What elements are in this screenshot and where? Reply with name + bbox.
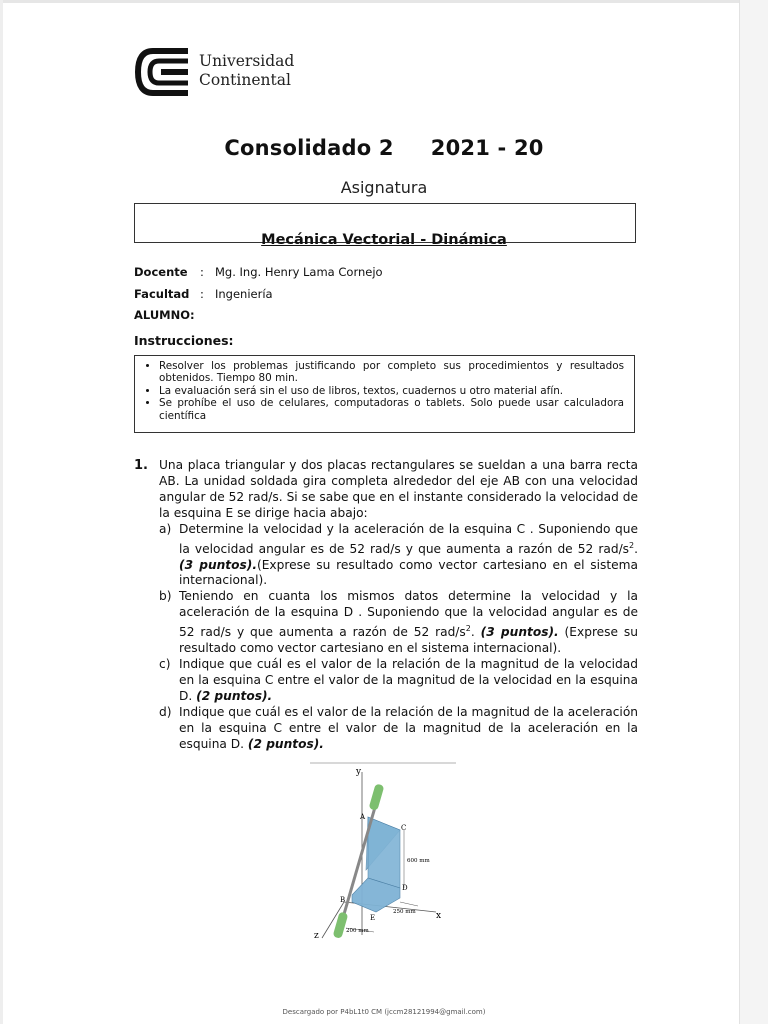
point-b-label: B (340, 896, 346, 904)
part-text: Determine la velocidad y la aceleración de la esquina C . Suponiendo que la velocidad angular es de 52 rad/s y que aumenta a razón de 52 rad/s (179, 521, 638, 556)
part-text: Indique que cuál es el valor de la relación de la magnitud de la aceleración en la esquina C entre el valor de la magnitud de la aceleración en la esquina D. (179, 704, 638, 751)
part-text-mid: . (634, 541, 638, 556)
instruction-item: • La evaluación será sin el uso de libros, textos, cuadernos u otro material afín. (159, 385, 624, 397)
instructions-title: Instrucciones: (134, 333, 234, 348)
rectangular-plate-upper (368, 817, 400, 888)
institution-line2: Continental (199, 71, 291, 89)
point-d-label: D (402, 884, 408, 892)
question-intro: Una placa triangular y dos placas rectangulares se sueldan a una barra recta AB. La unidad soldada gira completa alrededor del eje AB con una velocidad angular de 52 rad/s. Si se sabe que en el instante considerado la velocidad de la esquina E se dirige hacia abajo: (159, 458, 638, 520)
part-superscript: 2 (465, 624, 471, 634)
part-label: b) (159, 589, 172, 604)
question-number: 1. (134, 458, 148, 473)
x-axis-label: x (436, 911, 442, 921)
problem-figure (308, 760, 458, 945)
part-text-post: (Exprese su resultado como vector cartesiano en el sistema internacional). (179, 557, 638, 588)
dimension-600: 600 mm (407, 858, 430, 864)
facultad-value: Ingeniería (215, 287, 273, 301)
question-part-b (159, 589, 638, 657)
part-text: Indique que cuál es el valor de la relación de la magnitud de la velocidad en la esquina C entre el valor de la magnitud de la velocidad en la esquina D. (179, 657, 638, 703)
y-axis-label: y (356, 767, 362, 777)
part-label: c) (159, 657, 171, 671)
docente-value: Mg. Ing. Henry Lama Cornejo (215, 265, 383, 279)
part-points: (3 puntos). (480, 625, 559, 640)
question-part-d (159, 705, 638, 753)
part-label: a) (159, 521, 172, 536)
instruction-item: • Se prohíbe el uso de celulares, computadoras o tablets. Solo puede usar calculadora científica (159, 397, 624, 422)
part-superscript: 2 (629, 540, 635, 550)
alumno-row (134, 308, 195, 322)
docente-label: Docente (134, 265, 188, 279)
part-label: d) (159, 704, 172, 719)
bearing-bottom (333, 911, 349, 938)
part-text-mid: . (470, 625, 481, 640)
point-e-label: E (370, 914, 376, 922)
institution-name (199, 52, 294, 90)
part-points: (3 puntos). (179, 557, 257, 572)
download-footer: Descargado por P4bL1t0 CM (jccm28121994@gmail.com) (282, 1008, 486, 1016)
question-body (159, 458, 638, 752)
facultad-colon: : (200, 287, 204, 301)
instructions-box (134, 355, 635, 433)
bearing-top (369, 783, 385, 810)
document-title (0, 136, 768, 160)
title-term: 2021 - 20 (430, 136, 544, 160)
question-parts (159, 522, 638, 753)
facultad-row (134, 287, 273, 301)
part-points: (2 puntos). (247, 736, 324, 751)
subject-label: Asignatura (340, 178, 428, 197)
docente-colon: : (200, 265, 204, 279)
facultad-label: Facultad (134, 287, 190, 301)
point-a-label: A (360, 813, 366, 821)
institution-line1: Universidad (199, 52, 295, 70)
part-text-post: (Exprese su resultado como vector cartesiano en el sistema internacional). (179, 625, 638, 656)
point-c-label: C (401, 824, 407, 832)
instructions-list (145, 360, 624, 422)
part-text: Teniendo en cuanta los mismos datos determine la velocidad y la aceleración de la esquina D . Suponiendo que la velocidad angular es de 52 rad/s y que aumenta a razón de 52 rad/s (179, 589, 638, 640)
dimension-200: 200 mm (346, 928, 369, 934)
instruction-item: • Resolver los problemas justificando por completo sus procedimientos y resultados obtenidos. Tiempo 80 min. (159, 360, 624, 385)
z-axis-label: z (314, 931, 319, 941)
docente-row (134, 265, 383, 279)
part-points: (2 puntos). (196, 688, 273, 703)
dim-line-250 (400, 902, 418, 906)
dimension-250: 250 mm (393, 909, 416, 915)
page-edge-top (0, 0, 768, 3)
alumno-label: ALUMNO: (134, 308, 195, 322)
title-main: Consolidado 2 (224, 136, 394, 160)
course-name: Mecánica Vectorial - Dinámica (261, 232, 507, 248)
question-part-a (159, 522, 638, 590)
question-part-c (159, 657, 638, 705)
